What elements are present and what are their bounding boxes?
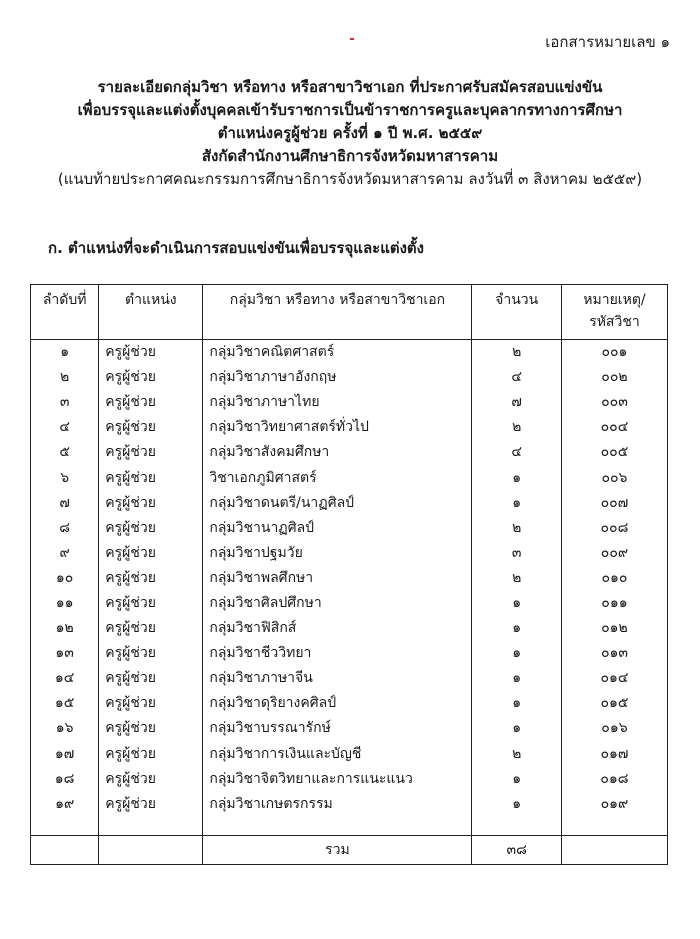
row-code: ๐๐๙ [561,541,667,566]
table-row [31,666,668,691]
row-subject: กลุ่มวิชาภาษาไทย [203,390,472,415]
section-title: ก. ตำแหน่งที่จะดำเนินการสอบแข่งขันเพื่อบรรจุและแต่งตั้ง [48,239,424,257]
table-row [31,691,668,716]
row-code: ๐๑๕ [561,691,667,716]
row-subject: กลุ่มวิชาดุริยางคศิลป์ [203,691,472,716]
row-subject: กลุ่มวิชาศิลปศึกษา [203,591,472,616]
row-no: ๑๑ [31,591,99,616]
row-no: ๑๖ [31,716,99,741]
row-position: ครูผู้ช่วย [99,340,203,366]
header-remark [561,285,667,340]
total-empty-no [31,835,99,864]
row-position: ครูผู้ช่วย [99,792,203,817]
row-count: ๔ [472,365,561,390]
table-row [31,541,668,566]
document-header [0,76,700,191]
total-empty-position [99,835,203,864]
row-count: ๑ [472,666,561,691]
table-row [31,641,668,666]
row-no: ๗ [31,491,99,516]
row-count: ๓ [472,541,561,566]
row-position: ครูผู้ช่วย [99,365,203,390]
table-row [31,340,668,366]
row-subject: กลุ่มวิชาจิตวิทยาและการแนะแนว [203,767,472,792]
table-row [31,716,668,741]
row-code: ๐๐๒ [561,365,667,390]
row-count: ๑ [472,465,561,490]
table-row [31,566,668,591]
ink-smudge [350,38,354,40]
row-code: ๐๐๖ [561,465,667,490]
row-code: ๐๑๖ [561,716,667,741]
row-subject: กลุ่มวิชาภาษาอังกฤษ [203,365,472,390]
header-line-3: ตำแหน่งครูผู้ช่วย ครั้งที่ ๑ ปี พ.ศ. ๒๕๕๙ [217,124,483,142]
table-row [31,491,668,516]
row-subject: กลุ่มวิชาคณิตศาสตร์ [203,340,472,366]
row-subject: กลุ่มวิชาดนตรี/นาฏศิลป์ [203,491,472,516]
row-subject: กลุ่มวิชาการเงินและบัญชี [203,742,472,767]
table-row [31,792,668,817]
row-code: ๐๑๗ [561,742,667,767]
table-body [31,340,668,836]
header-line-5: (แนบท้ายประกาศคณะกรรมการศึกษาธิการจังหวัดมหาสารคาม ลงวันที่ ๓ สิงหาคม ๒๕๕๙) [57,170,643,188]
header-remark-line2: รหัสวิชา [589,314,640,330]
row-subject: กลุ่มวิชาพลศึกษา [203,566,472,591]
total-empty-code [561,835,667,864]
row-count: ๒ [472,340,561,366]
row-subject: กลุ่มวิชาปฐมวัย [203,541,472,566]
row-count: ๑ [472,591,561,616]
document-number: เอกสารหมายเลข ๑ [545,33,670,51]
row-no: ๕ [31,440,99,465]
row-code: ๐๑๘ [561,767,667,792]
row-count: ๑ [472,491,561,516]
row-position: ครูผู้ช่วย [99,616,203,641]
row-count: ๑ [472,616,561,641]
row-subject: วิชาเอกภูมิศาสตร์ [203,465,472,490]
table-row [31,616,668,641]
header-remark-line1: หมายเหตุ/ [583,292,646,308]
row-subject: กลุ่มวิชาชีววิทยา [203,641,472,666]
row-position: ครูผู้ช่วย [99,641,203,666]
row-count: ๑ [472,691,561,716]
spacer-cell [99,817,203,836]
row-no: ๒ [31,365,99,390]
spacer-cell [203,817,472,836]
row-subject: กลุ่มวิชานาฏศิลป์ [203,516,472,541]
row-code: ๐๐๘ [561,516,667,541]
row-no: ๑๓ [31,641,99,666]
header-line-1: รายละเอียดกลุ่มวิชา หรือทาง หรือสาขาวิชาเอก ที่ประกาศรับสมัครสอบแข่งขัน [97,78,603,96]
row-position: ครูผู้ช่วย [99,390,203,415]
row-position: ครูผู้ช่วย [99,440,203,465]
total-label: รวม [203,835,472,864]
row-count: ๑ [472,767,561,792]
row-position: ครูผู้ช่วย [99,541,203,566]
table-row [31,365,668,390]
row-count: ๑ [472,792,561,817]
header-subject: กลุ่มวิชา หรือทาง หรือสาขาวิชาเอก [203,285,472,340]
row-position: ครูผู้ช่วย [99,465,203,490]
row-code: ๐๑๓ [561,641,667,666]
header-line-2: เพื่อบรรจุและแต่งตั้งบุคคลเข้ารับราชการเป็นข้าราชการครูและบุคลากรทางการศึกษา [77,101,623,119]
row-position: ครูผู้ช่วย [99,415,203,440]
header-no: ลำดับที่ [31,285,99,340]
row-position: ครูผู้ช่วย [99,666,203,691]
row-no: ๙ [31,541,99,566]
row-code: ๐๐๗ [561,491,667,516]
spacer-cell [561,817,667,836]
row-no: ๑๕ [31,691,99,716]
spacer-cell [31,817,99,836]
row-no: ๑๐ [31,566,99,591]
header-line-4: สังกัดสำนักงานศึกษาธิการจังหวัดมหาสารคาม [201,147,499,165]
row-no: ๘ [31,516,99,541]
row-count: ๔ [472,440,561,465]
row-code: ๐๐๔ [561,415,667,440]
table-row [31,742,668,767]
row-subject: กลุ่มวิชาวิทยาศาสตร์ทั่วไป [203,415,472,440]
row-position: ครูผู้ช่วย [99,716,203,741]
header-count: จำนวน [472,285,561,340]
row-code: ๐๐๑ [561,340,667,366]
row-no: ๑๗ [31,742,99,767]
row-subject: กลุ่มวิชาเกษตรกรรม [203,792,472,817]
row-position: ครูผู้ช่วย [99,767,203,792]
row-no: ๖ [31,465,99,490]
total-row [31,835,668,864]
row-position: ครูผู้ช่วย [99,591,203,616]
table-row [31,440,668,465]
row-subject: กลุ่มวิชาบรรณารักษ์ [203,716,472,741]
row-count: ๒ [472,742,561,767]
row-count: ๒ [472,415,561,440]
table-row [31,465,668,490]
row-count: ๑ [472,641,561,666]
row-no: ๑๘ [31,767,99,792]
table-spacer-row [31,817,668,836]
row-count: ๑ [472,716,561,741]
row-subject: กลุ่มวิชาสังคมศึกษา [203,440,472,465]
row-subject: กลุ่มวิชาภาษาจีน [203,666,472,691]
table-row [31,390,668,415]
row-position: ครูผู้ช่วย [99,566,203,591]
table-row [31,516,668,541]
row-position: ครูผู้ช่วย [99,491,203,516]
row-no: ๑๔ [31,666,99,691]
row-position: ครูผู้ช่วย [99,691,203,716]
row-count: ๒ [472,516,561,541]
table-row [31,767,668,792]
table-row [31,415,668,440]
row-count: ๒ [472,566,561,591]
row-no: ๑ [31,340,99,366]
table-row [31,591,668,616]
row-code: ๐๑๙ [561,792,667,817]
row-code: ๐๑๑ [561,591,667,616]
row-subject: กลุ่มวิชาฟิสิกส์ [203,616,472,641]
row-no: ๑๙ [31,792,99,817]
row-no: ๓ [31,390,99,415]
total-count: ๓๘ [472,835,561,864]
spacer-cell [472,817,561,836]
row-position: ครูผู้ช่วย [99,742,203,767]
row-code: ๐๑๐ [561,566,667,591]
row-count: ๗ [472,390,561,415]
row-code: ๐๑๒ [561,616,667,641]
row-no: ๔ [31,415,99,440]
positions-table [30,284,668,865]
row-code: ๐๐๓ [561,390,667,415]
header-position: ตำแหน่ง [99,285,203,340]
row-code: ๐๐๕ [561,440,667,465]
row-code: ๐๑๔ [561,666,667,691]
table-header-row [31,285,668,340]
row-no: ๑๒ [31,616,99,641]
row-position: ครูผู้ช่วย [99,516,203,541]
